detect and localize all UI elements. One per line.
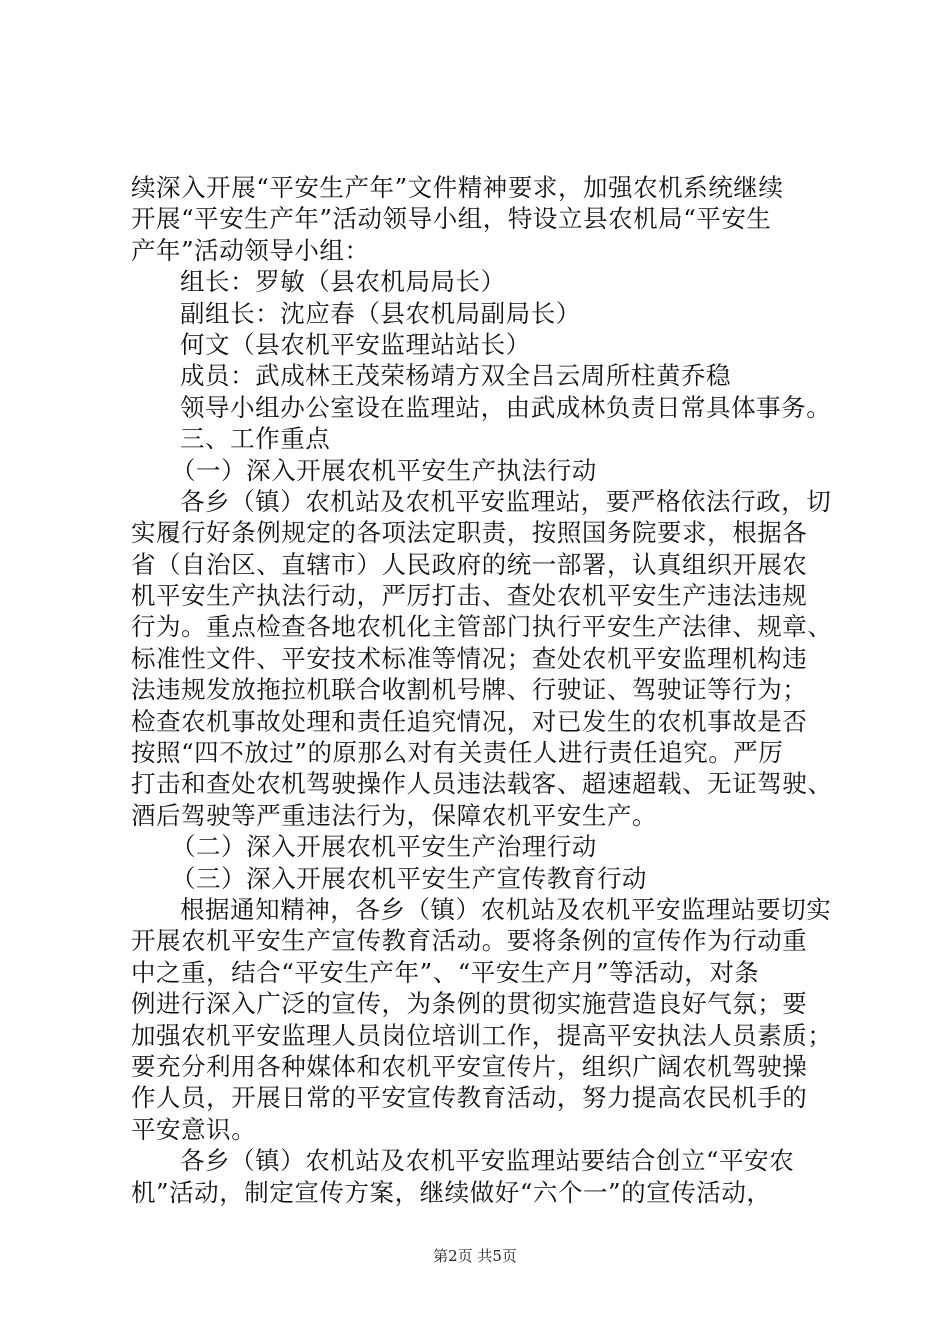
subsection-heading: （二）深入开展农机平安生产治理行动 bbox=[171, 832, 597, 862]
text-line: 产年”活动领导小组： bbox=[131, 235, 370, 265]
text-line: 实履行好条例规定的各项法定职责，按照国务院要求，根据各 bbox=[131, 518, 808, 548]
text-line: 平安意识。 bbox=[131, 1114, 257, 1144]
text-line: 领导小组办公室设在监理站，由武成林负责日常具体事务。 bbox=[180, 392, 832, 422]
text-line: 法违规发放拖拉机联合收割机号牌、行驶证、驾驶证等行为； bbox=[131, 675, 808, 705]
section-heading: 三、工作重点 bbox=[180, 424, 331, 454]
text-line: 开展“平安生产年”活动领导小组，特设立县农机局“平安生 bbox=[131, 204, 772, 234]
text-line: 中之重，结合“平安生产年”、“平安生产月”等活动，对条 bbox=[131, 957, 760, 987]
text-line: 各乡（镇）农机站及农机平安监理站要结合创立“平安农 bbox=[180, 1146, 795, 1176]
text-line: 打击和查处农机驾驶操作人员违法载客、超速超载、无证驾驶、 bbox=[131, 769, 833, 799]
text-line: 作人员，开展日常的平安宣传教育活动，努力提高农民机手的 bbox=[131, 1083, 808, 1113]
text-line: 加强农机平安监理人员岗位培训工作，提高平安执法人员素质； bbox=[131, 1020, 833, 1050]
text-line: 机”活动，制定宣传方案，继续做好“六个一”的宣传活动， bbox=[131, 1177, 772, 1207]
text-line: 组长：罗敏（县农机局局长） bbox=[180, 267, 506, 297]
text-line: 机平安生产执法行动，严厉打击、查处农机平安生产违法违规 bbox=[131, 581, 808, 611]
text-line: 要充分利用各种媒体和农机平安宣传片，组织广阔农机驾驶操 bbox=[131, 1051, 808, 1081]
text-line: 省（自治区、直辖市）人民政府的统一部署，认真组织开展农 bbox=[131, 549, 808, 579]
document-body bbox=[131, 172, 851, 1208]
text-line: 标准性文件、平安技术标准等情况；查处农机平安监理机构违 bbox=[131, 643, 808, 673]
text-line: 成员：武成林王茂荣杨靖方双全吕云周所柱黄乔稳 bbox=[180, 361, 732, 391]
text-line: 例进行深入广泛的宣传，为条例的贯彻实施营造良好气氛；要 bbox=[131, 989, 808, 1019]
text-line: 何文（县农机平安监理站站长） bbox=[180, 329, 531, 359]
text-line: 续深入开展“平安生产年”文件精神要求，加强农机系统继续 bbox=[131, 173, 784, 202]
text-line: 酒后驾驶等严重违法行为，保障农机平安生产。 bbox=[131, 800, 658, 830]
text-line: 开展农机平安生产宣传教育活动。要将条例的宣传作为行动重 bbox=[131, 926, 808, 956]
text-line: 根据通知精神，各乡（镇）农机站及农机平安监理站要切实 bbox=[180, 894, 832, 924]
text-line: 行为。重点检查各地农机化主管部门执行平安生产法律、规章、 bbox=[131, 612, 833, 642]
text-line: 副组长：沈应春（县农机局副局长） bbox=[180, 298, 581, 328]
text-line: 各乡（镇）农机站及农机平安监理站，要严格依法行政，切 bbox=[180, 486, 832, 516]
text-line: 按照“四不放过”的原那么对有关责任人进行责任追究。严厉 bbox=[131, 738, 784, 768]
subsection-heading: （三）深入开展农机平安生产宣传教育行动 bbox=[171, 863, 647, 893]
text-line: 检查农机事故处理和责任追究情况，对已发生的农机事故是否 bbox=[131, 706, 808, 736]
subsection-heading: （一）深入开展农机平安生产执法行动 bbox=[171, 455, 597, 485]
page-number-footer: 第2页 共5页 bbox=[433, 1247, 517, 1265]
